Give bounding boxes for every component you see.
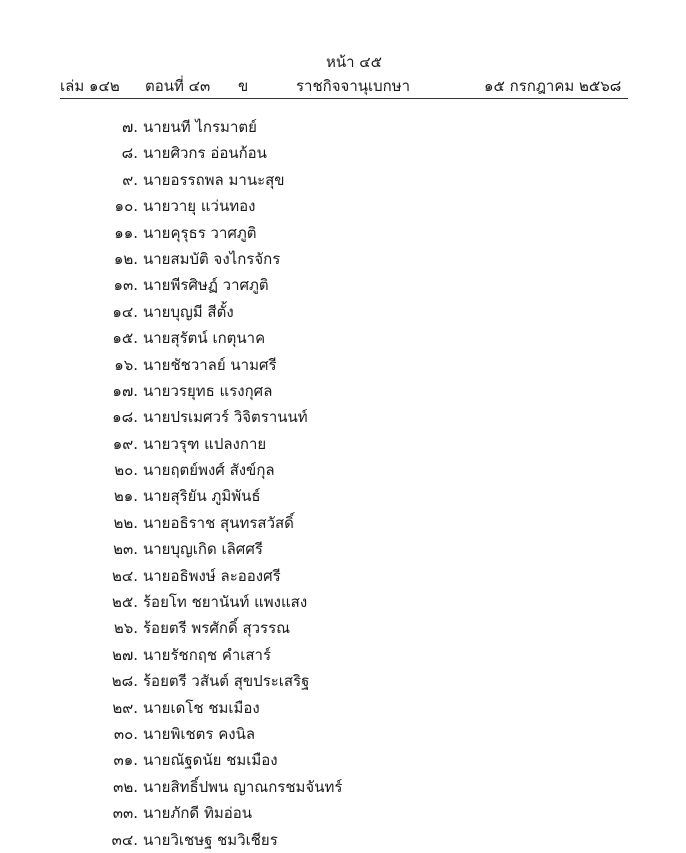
list-item-name: นายนที ไกรมาตย์ — [143, 118, 257, 136]
list-item-name: นายชัชวาลย์ นามศรี — [143, 355, 277, 374]
list-item — [0, 404, 686, 430]
list-item-number: ๒๘. — [111, 672, 138, 691]
list-item-name: นายปรเมศวร์ วิจิตรานนท์ — [143, 408, 308, 427]
list-item — [0, 246, 686, 272]
list-item — [0, 272, 686, 298]
list-item — [0, 800, 686, 826]
list-item-number: ๑๕. — [112, 329, 138, 348]
list-item — [0, 140, 686, 166]
list-item-name: นายสิทธิ์ปพน ญาณกรชมจันทร์ — [143, 777, 343, 796]
list-item-number: ๑๐. — [114, 197, 138, 216]
list-item — [0, 695, 686, 721]
list-item — [0, 747, 686, 773]
list-item-name: นายวรุฑ แปลงกาย — [143, 434, 267, 453]
list-item-number: ๑๗. — [112, 381, 138, 400]
list-item-number: ๓๑. — [113, 751, 138, 770]
list-item — [0, 536, 686, 562]
list-item-name: นายวิเชษฐ ชมวิเชียร — [143, 830, 278, 849]
list-item-number: ๓๒. — [113, 777, 138, 796]
list-item-name: นายอธิพงษ์ ละอองศรี — [143, 566, 281, 585]
list-item-name: ร้อยตรี พรศักดิ์ สุวรรณ — [143, 619, 291, 638]
list-item — [0, 378, 686, 404]
book-volume: เล่ม ๑๔๒ — [60, 77, 120, 95]
list-item-name: นายสุรัตน์ เกตุนาค — [143, 329, 266, 348]
list-item — [0, 457, 686, 483]
list-item-name: นายรัชกฤช คำเสาร์ — [143, 645, 272, 664]
list-item-name: นายพิเชตร คงนิล — [143, 724, 256, 743]
list-item-name: นายฤตย์พงศ์ สังข์กุล — [143, 461, 275, 480]
list-item — [0, 721, 686, 747]
list-item-name: นายวรยุทธ แรงกุศล — [143, 381, 273, 400]
list-item — [0, 642, 686, 668]
header-divider — [60, 98, 628, 99]
list-item-number: ๑๖. — [114, 355, 138, 374]
issue-number: ตอนที่ ๔๓ — [145, 77, 211, 95]
list-item — [0, 299, 686, 325]
list-item-name: นายวายุ แว่นทอง — [143, 197, 256, 216]
list-item-name: นายคุรุธร วาศภูติ — [143, 223, 257, 242]
list-item-number: ๓๓. — [112, 804, 138, 823]
list-item — [0, 589, 686, 615]
list-item — [0, 563, 686, 589]
list-item — [0, 510, 686, 536]
list-item-number: ๒๒. — [113, 513, 138, 532]
list-item-name: นายศิวกร อ่อนก้อน — [143, 144, 267, 163]
list-item-name: นายณัฐดนัย ชมเมือง — [143, 751, 278, 770]
list-item-name: นายอรรถพล มานะสุข — [143, 170, 285, 189]
list-item-number: ๒๖. — [113, 619, 138, 638]
list-item-number: ๘. — [121, 144, 138, 163]
list-item-name: นายอธิราช สุนทรสวัสดิ์ — [143, 513, 294, 532]
list-item — [0, 220, 686, 246]
list-item-number: ๓๐. — [113, 724, 138, 743]
list-item-number: ๒๐. — [114, 461, 138, 480]
list-item-number: ๒๔. — [111, 566, 138, 585]
list-item-name: ร้อยตรี วสันต์ สุขประเสริฐ — [143, 672, 310, 691]
list-item — [0, 774, 686, 800]
list-item — [0, 431, 686, 457]
name-list — [0, 114, 686, 853]
list-item-number: ๑๒. — [113, 249, 138, 268]
list-item-name: นายเดโช ชมเมือง — [143, 698, 260, 717]
list-item-number: ๑๓. — [113, 276, 138, 295]
list-item — [0, 325, 686, 351]
list-item — [0, 352, 686, 378]
section-label: ข — [238, 77, 249, 95]
list-item-number: ๑๔. — [112, 302, 138, 321]
page-number-text: หน้า ๔๕ — [325, 53, 383, 71]
list-item-name: ร้อยโท ชยานันท์ แพงแสง — [143, 593, 308, 612]
list-item-number: ๓๔. — [111, 830, 138, 849]
list-item — [0, 483, 686, 509]
list-item-number: ๑๙. — [112, 434, 138, 453]
list-item-name: นายภักดี ทิมอ่อน — [143, 804, 252, 823]
list-item-name: นายสมบัติ จงไกรจักร — [143, 249, 281, 268]
list-item-number: ๒๓. — [113, 540, 138, 559]
list-item — [0, 668, 686, 694]
list-item-number: ๙. — [122, 170, 138, 189]
list-item-number: ๑๑. — [114, 223, 138, 242]
list-item-number: ๒๕. — [111, 593, 138, 612]
list-item-number: ๗. — [121, 118, 138, 136]
page-number — [0, 52, 686, 72]
journal-title: ราชกิจจานุเบกษา — [296, 77, 411, 95]
list-item-number: ๒๑. — [113, 487, 138, 506]
list-item-name: นายบุญเกิด เลิศศรี — [143, 540, 263, 559]
list-item — [0, 193, 686, 219]
list-item — [0, 615, 686, 641]
list-item-number: ๑๘. — [112, 408, 138, 427]
list-item-number: ๒๙. — [112, 698, 138, 717]
list-item-number: ๒๗. — [112, 645, 138, 664]
list-item-name: นายพีรศิษฏ์ วาศภูติ — [143, 276, 269, 295]
list-item-name: นายสุริยัน ภูมิพันธ์ — [143, 487, 261, 506]
list-item — [0, 114, 686, 140]
list-item — [0, 167, 686, 193]
publication-date: ๑๕ กรกฎาคม ๒๕๖๘ — [484, 77, 622, 95]
list-item-name: นายบุญมี สีตั้ง — [143, 302, 234, 321]
